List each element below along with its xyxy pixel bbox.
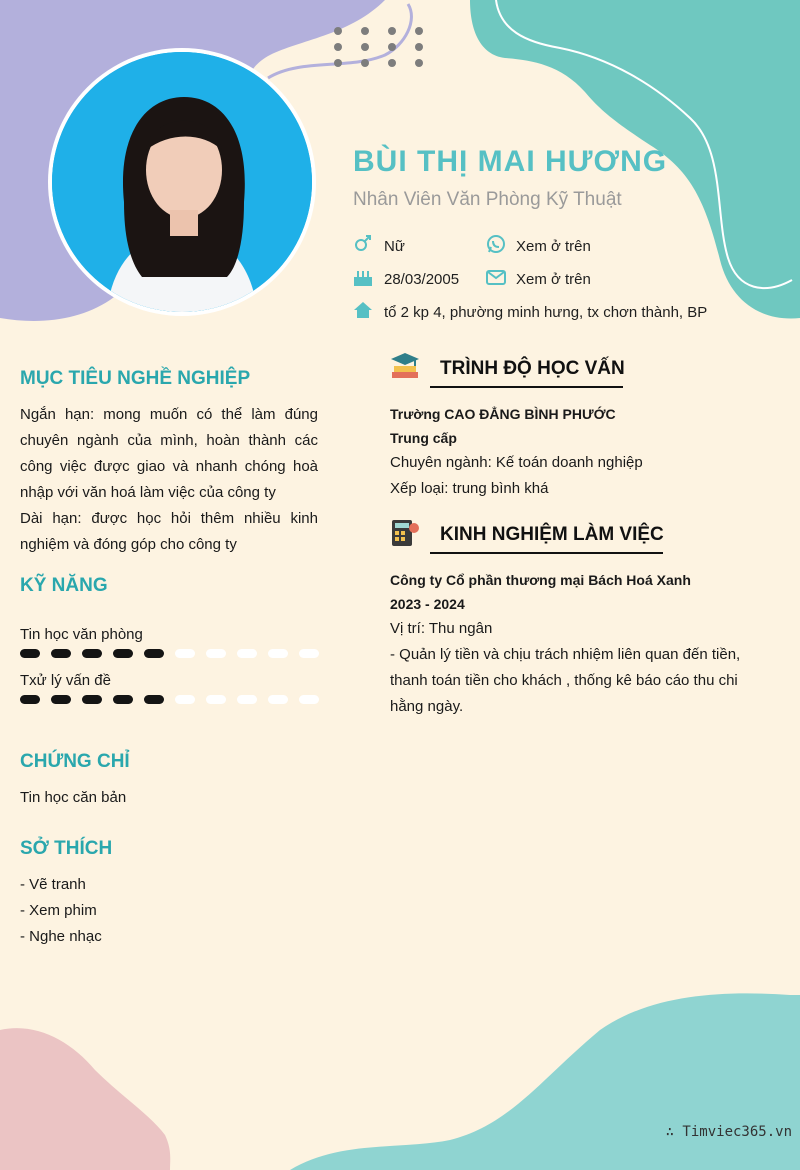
phone-value: Xem ở trên (516, 238, 591, 255)
skill-dot-filled (82, 695, 102, 704)
education-heading: TRÌNH ĐỘ HỌC VẤN (440, 358, 625, 379)
experience-description-line: hằng ngày. (390, 698, 464, 715)
objective-long-term: Dài hạn: được học hỏi thêm nhiều kinh nghiệm và đóng góp cho công ty (20, 510, 318, 553)
email-value: Xem ở trên (516, 271, 591, 288)
skill-dot-filled (144, 649, 164, 658)
skill-dot-empty (206, 649, 226, 658)
profile-photo (52, 52, 312, 312)
skill-dot-empty (237, 649, 257, 658)
gender-icon (353, 234, 373, 254)
experience-position: Vị trí: Thu ngân (390, 620, 493, 637)
calculator-icon (389, 516, 421, 548)
brand-watermark: ∴ Timviec365.vn (665, 1124, 792, 1140)
candidate-name: BÙI THỊ MAI HƯƠNG (353, 145, 668, 178)
skill-dot-filled (51, 695, 71, 704)
skill-dot-filled (51, 649, 71, 658)
experience-company: Công ty Cổ phần thương mại Bách Hoá Xanh (390, 572, 691, 588)
education-grade: Xếp loại: trung bình khá (390, 480, 549, 497)
skill-dot-filled (113, 649, 133, 658)
education-school: Trường CAO ĐẲNG BÌNH PHƯỚC (390, 406, 616, 422)
skill-dot-filled (20, 649, 40, 658)
birthday-cake-icon (353, 267, 373, 287)
experience-heading-underline (430, 552, 663, 554)
skill-name: Tin học văn phòng (20, 626, 143, 643)
address-value: tổ 2 kp 4, phường minh hưng, tx chơn thành, BP (384, 304, 708, 321)
skill-dot-filled (144, 695, 164, 704)
skill-dot-empty (175, 649, 195, 658)
education-heading-underline (430, 386, 623, 388)
hobby-item: - Vẽ tranh (20, 876, 86, 893)
objective-heading: MỤC TIÊU NGHỀ NGHIỆP (20, 368, 251, 389)
hobby-item: - Xem phim (20, 902, 97, 919)
dot-grid (334, 27, 423, 67)
objective-short-term: Ngắn hạn: mong muốn có thể làm đúng chuyên ngành của mình, hoàn thành các công việc được giao và nhanh chóng hoà nhập với văn hoá làm việc của công ty (20, 406, 318, 501)
graduation-icon (389, 350, 421, 382)
experience-heading: KINH NGHIỆM LÀM VIỆC (440, 524, 664, 545)
skill-dot-empty (237, 695, 257, 704)
hobbies-heading: SỞ THÍCH (20, 838, 113, 859)
skill-dot-empty (299, 649, 319, 658)
skill-dot-empty (268, 649, 288, 658)
skill-level-bar (20, 695, 320, 705)
gender-value: Nữ (384, 238, 405, 255)
skills-heading: KỸ NĂNG (20, 575, 108, 596)
certificate-item: Tin học căn bản (20, 789, 127, 806)
education-major: Chuyên ngành: Kế toán doanh nghiệp (390, 454, 643, 471)
skill-dot-filled (113, 695, 133, 704)
email-icon (486, 267, 506, 287)
teal-bottom-blob (290, 993, 800, 1170)
skill-dot-empty (299, 695, 319, 704)
skill-dot-empty (206, 695, 226, 704)
skill-dot-filled (82, 649, 102, 658)
education-level: Trung cấp (390, 430, 457, 446)
birthday-value: 28/03/2005 (384, 271, 460, 288)
skill-dot-filled (20, 695, 40, 704)
pink-blob (0, 1028, 170, 1170)
skill-dot-empty (175, 695, 195, 704)
hobby-item: - Nghe nhạc (20, 928, 102, 945)
job-title: Nhân Viên Văn Phòng Kỹ Thuật (353, 189, 622, 210)
skill-dot-empty (268, 695, 288, 704)
skill-name: Txử lý vấn đề (20, 672, 111, 689)
experience-description-line: - Quản lý tiền và chịu trách nhiệm liên quan đến tiền, (390, 646, 741, 663)
home-icon (353, 300, 373, 320)
whatsapp-icon (486, 234, 506, 254)
experience-period: 2023 - 2024 (390, 596, 465, 612)
experience-description-line: thanh toán tiền cho khách , thống kê báo cáo thu chi (390, 672, 738, 689)
skill-level-bar (20, 649, 320, 659)
person-silhouette-icon (52, 52, 312, 312)
certificates-heading: CHỨNG CHỈ (20, 751, 130, 772)
